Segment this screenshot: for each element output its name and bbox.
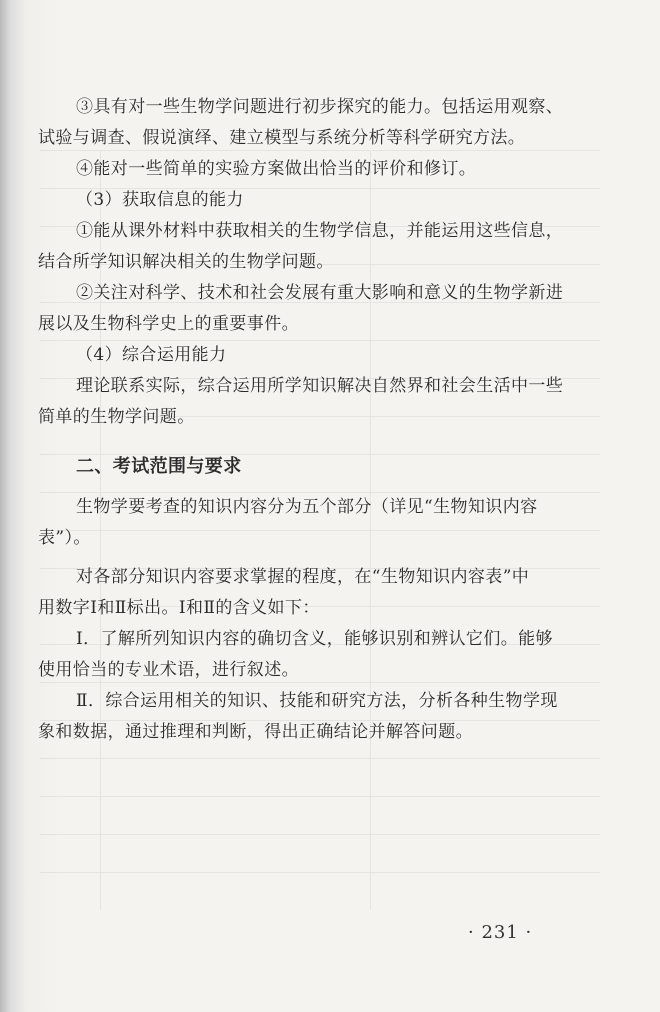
- line: 用数字Ⅰ和Ⅱ标出。Ⅰ和Ⅱ的含义如下：: [38, 598, 320, 618]
- line: 简单的生物学问题。: [38, 407, 195, 427]
- line: Ⅰ．了解所列知识内容的确切含义，能够识别和辨认它们。能够: [76, 629, 553, 649]
- section-heading: 二、考试范围与要求: [76, 456, 242, 477]
- line: 生物学要考查的知识内容分为五个部分（详见“生物知识内容: [76, 497, 538, 517]
- line: 理论联系实际，综合运用所学知识解决自然界和社会生活中一些: [76, 376, 564, 396]
- line: 试验与调查、假说演绎、建立模型与系统分析等科学研究方法。: [38, 128, 526, 148]
- line: （3）获取信息的能力: [76, 190, 244, 210]
- line: 使用恰当的专业术语，进行叙述。: [38, 660, 299, 680]
- line: 展以及生物科学史上的重要事件。: [38, 314, 299, 334]
- line: Ⅱ．综合运用相关的知识、技能和研究方法，分析各种生物学现: [76, 691, 558, 711]
- line: 对各部分知识内容要求掌握的程度，在“生物知识内容表”中: [76, 567, 530, 587]
- body-text: [38, 92, 598, 748]
- line: ①能从课外材料中获取相关的生物学信息，并能运用这些信息，: [76, 221, 564, 241]
- line: 表”）。: [38, 528, 91, 548]
- page-number: · 231 ·: [468, 922, 533, 943]
- line: ②关注对科学、技术和社会发展有重大影响和意义的生物学新进: [76, 283, 564, 303]
- line: ③具有对一些生物学问题进行初步探究的能力。包括运用观察、: [76, 97, 564, 117]
- line: 结合所学知识解决相关的生物学问题。: [38, 252, 334, 272]
- line: （4）综合运用能力: [76, 345, 227, 365]
- line: 象和数据，通过推理和判断，得出正确结论并解答问题。: [38, 722, 473, 742]
- line: ④能对一些简单的实验方案做出恰当的评价和修订。: [76, 159, 477, 179]
